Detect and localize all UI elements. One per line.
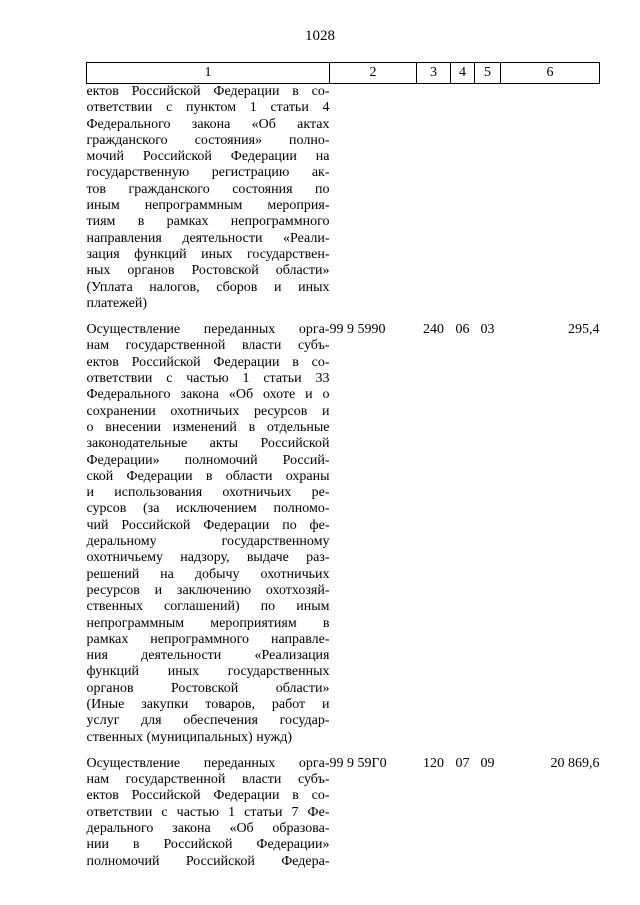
description-line: непрограммным мероприятиям в	[86, 615, 330, 631]
description-cell	[87, 322, 330, 746]
description-line: (Уплата налогов, сборов и иных	[86, 279, 330, 295]
table-row	[87, 84, 600, 313]
header-col-1: 1	[87, 63, 330, 84]
description-line: рамках непрограммного направле-	[86, 631, 330, 647]
description-line: ответствии с пунктом 1 статьи 4	[86, 100, 330, 116]
description-line: нии в Российской Федерации»	[86, 837, 330, 853]
table-header-row	[87, 63, 600, 84]
header-col-2: 2	[330, 63, 417, 84]
table-row	[87, 756, 600, 870]
description-line: ектов Российской Федерации в со-	[86, 788, 330, 804]
header-col-4: 4	[451, 63, 475, 84]
description-line: ской Федерации в области охраны	[86, 468, 330, 484]
vr-cell: 240	[423, 322, 444, 338]
description-line: зация функций иных государствен-	[86, 246, 330, 262]
page-number: 1028	[305, 28, 335, 44]
rz-cell: 06	[455, 322, 470, 338]
amount-cell	[501, 84, 600, 313]
description-line: (Иные закупки товаров, работ и	[86, 696, 330, 712]
pr-cell: 03	[480, 322, 495, 338]
description-line: ответствии с частью 1 статьи 7 Фе-	[86, 804, 330, 820]
code-cell: 99 9 59Г0	[329, 755, 387, 771]
description-line: ных органов Ростовской области»	[86, 263, 330, 279]
description-line: нам государственной власти субъ-	[86, 772, 330, 788]
description-line: законодательные акты Российской	[86, 436, 330, 452]
description-line: ственных соглашений) по иным	[86, 599, 330, 615]
header-col-5: 5	[475, 63, 501, 84]
description-line: охотничьему надзору, выдаче раз-	[86, 550, 330, 566]
description-line: ответствии с частью 1 статьи 33	[86, 371, 330, 387]
description-line: сохранении охотничьих ресурсов и	[86, 403, 330, 419]
description-line: дерального закона «Об образова-	[86, 821, 330, 837]
amount-cell: 295,4	[568, 322, 600, 338]
description-line: услуг для обеспечения государ-	[86, 713, 330, 729]
pr-cell: 09	[480, 755, 495, 771]
description-line: решений на добычу охотничьих	[86, 566, 330, 582]
description-line: ственных (муниципальных) нужд)	[86, 729, 292, 745]
rz-cell	[451, 84, 475, 313]
description-line: о внесении изменений в отдельные	[86, 419, 330, 435]
description-line: иным непрограммным мероприя-	[86, 198, 330, 214]
description-cell	[87, 84, 330, 313]
description-line: ния деятельности «Реализация	[86, 648, 330, 664]
description-line: Осуществление переданных орга-	[86, 322, 330, 338]
description-line: органов Ростовской области»	[86, 680, 330, 696]
description-line: ектов Российской Федерации в со-	[86, 354, 330, 370]
description-line: и использования охотничьих ре-	[86, 485, 330, 501]
description-line: нам государственной власти субъ-	[86, 338, 330, 354]
pr-cell	[475, 84, 501, 313]
header-col-6: 6	[501, 63, 600, 84]
row-spacer	[87, 746, 600, 756]
description-line: Осуществление переданных орга-	[86, 755, 330, 771]
description-line: чий Российской Федерации по фе-	[86, 517, 330, 533]
description-line: полномочий Российской Федера-	[86, 853, 330, 869]
vr-cell: 120	[423, 755, 444, 771]
description-line: тиям в рамках непрограммного	[86, 214, 330, 230]
description-line: направления деятельности «Реали-	[86, 230, 330, 246]
description-line: сурсов (за исключением полномо-	[86, 501, 330, 517]
description-line: ектов Российской Федерации в со-	[86, 84, 330, 99]
row-spacer	[87, 312, 600, 322]
description-line: мочий Российской Федерации на	[86, 149, 330, 165]
description-line: государственную регистрацию ак-	[86, 165, 330, 181]
description-line: Федерального закона «Об актах	[86, 116, 330, 132]
code-cell	[330, 84, 417, 313]
description-line: деральному государственному	[86, 534, 330, 550]
header-col-3: 3	[417, 63, 451, 84]
description-line: Федерации» полномочий Россий-	[86, 452, 330, 468]
description-cell	[87, 756, 330, 870]
description-line: тов гражданского состояния по	[86, 181, 330, 197]
code-cell: 99 9 5990	[329, 322, 386, 338]
description-line: функций иных государственных	[86, 664, 330, 680]
table-row	[87, 322, 600, 746]
budget-table	[86, 62, 600, 870]
rz-cell: 07	[455, 755, 470, 771]
vr-cell	[417, 84, 451, 313]
description-line: Федерального закона «Об охоте и о	[86, 387, 330, 403]
description-line: платежей)	[86, 295, 148, 311]
amount-cell: 20 869,6	[550, 755, 600, 771]
description-line: ресурсов и заключению охотхозяй-	[86, 582, 330, 598]
description-line: гражданского состояния» полно-	[86, 132, 330, 148]
